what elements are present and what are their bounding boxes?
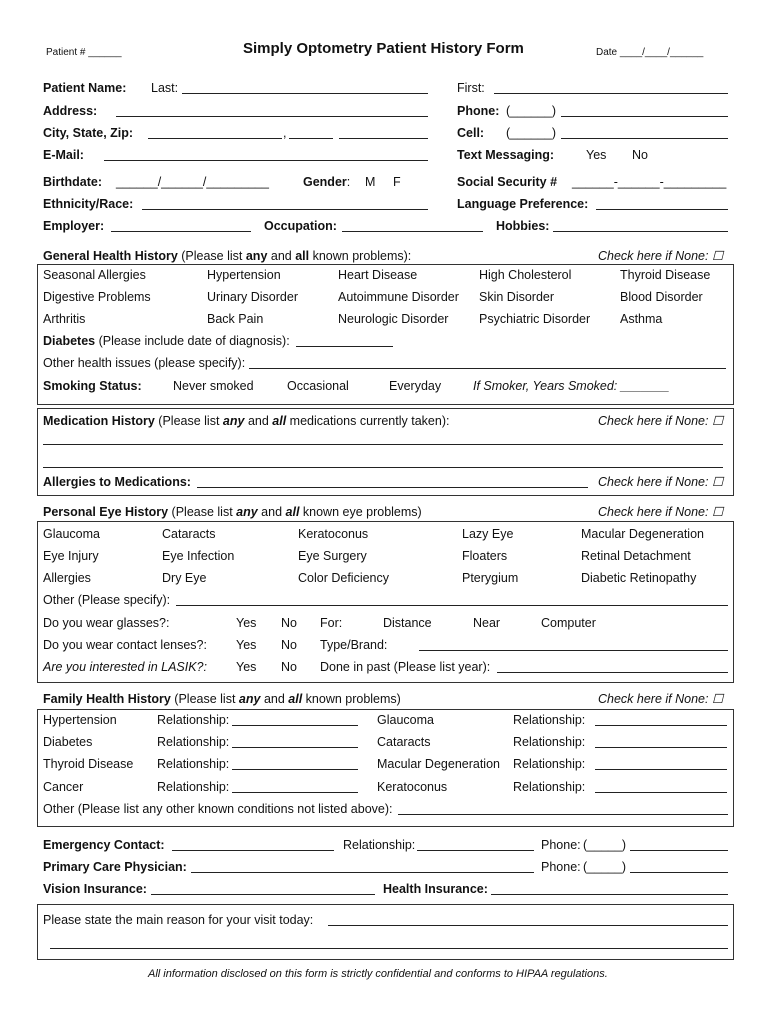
ssn-field[interactable]: ______-______-_________ [572, 175, 727, 189]
family-relationship-label: Relationship: [157, 713, 230, 727]
employer-field[interactable] [111, 231, 251, 232]
email-field[interactable] [104, 160, 428, 161]
pcp-phone-field[interactable] [630, 872, 728, 873]
family-relationship-label: Relationship: [157, 757, 230, 771]
vision-insurance-field[interactable] [151, 894, 375, 895]
state-field[interactable] [289, 138, 333, 139]
contacts-type-field[interactable] [419, 650, 728, 651]
vision-insurance-label: Vision Insurance: [43, 882, 147, 896]
eye-condition-checkbox[interactable]: Retinal Detachment [581, 549, 691, 563]
lasik-yes[interactable]: Yes [236, 660, 257, 674]
glasses-for-label: For: [320, 616, 343, 630]
last-name-field[interactable] [182, 93, 428, 94]
emergency-phone-label: Phone: [541, 838, 581, 852]
condition-checkbox[interactable]: Skin Disorder [479, 290, 555, 304]
family-relationship-label: Relationship: [157, 780, 230, 794]
city-field[interactable] [148, 138, 282, 139]
condition-checkbox[interactable]: Hypertension [207, 268, 281, 282]
medication-line-2[interactable] [43, 467, 723, 468]
eye-condition-checkbox[interactable]: Macular Degeneration [581, 527, 704, 541]
birthdate-field[interactable]: ______/______/_________ [116, 175, 269, 189]
last-name-label: Last: [151, 81, 179, 95]
glasses-distance[interactable]: Distance [383, 616, 432, 630]
pcp-phone-label: Phone: [541, 860, 581, 874]
condition-checkbox[interactable]: Autoimmune Disorder [338, 290, 459, 304]
eye-condition-checkbox[interactable]: Lazy Eye [462, 527, 514, 541]
family-condition-label: Keratoconus [377, 780, 448, 794]
condition-checkbox[interactable]: Asthma [620, 312, 663, 326]
language-label: Language Preference: [457, 197, 589, 211]
city-comma: , [283, 126, 287, 140]
email-label: E-Mail: [43, 148, 84, 162]
family-relationship-label: Relationship: [157, 735, 230, 749]
contacts-question: Do you wear contact lenses?: [43, 638, 207, 652]
gender-colon: : [346, 175, 351, 189]
glasses-question: Do you wear glasses?: [43, 616, 170, 630]
pcp-phone-area[interactable]: (_____) [583, 860, 627, 874]
eye-condition-checkbox[interactable]: Diabetic Retinopathy [581, 571, 697, 585]
family-history-heading: Family Health History (Please list any and all known problems) [43, 692, 401, 706]
family-condition-label: Cancer [43, 780, 84, 794]
form-title: Simply Optometry Patient History Form [243, 40, 524, 57]
family-relationship-label: Relationship: [513, 757, 586, 771]
reason-field-1[interactable] [328, 925, 728, 926]
gender-m[interactable]: M [365, 175, 376, 189]
family-relationship-label: Relationship: [513, 735, 586, 749]
family-other-field[interactable] [398, 814, 728, 815]
employer-label: Employer: [43, 219, 105, 233]
med-allergies-field[interactable] [197, 487, 588, 488]
family-condition-label: Diabetes [43, 735, 93, 749]
form-date[interactable]: Date ____/____/______ [596, 47, 704, 58]
eye-condition-checkbox[interactable]: Eye Surgery [298, 549, 367, 563]
smoking-occasional[interactable]: Occasional [287, 379, 349, 393]
occupation-field[interactable] [342, 231, 483, 232]
family-relationship-field[interactable] [595, 769, 727, 770]
general-health-heading: General Health History (Please list any and all known problems): [43, 249, 412, 263]
eye-condition-checkbox[interactable]: Allergies [43, 571, 91, 585]
eye-other-field[interactable] [176, 605, 728, 606]
birthdate-label: Birthdate: [43, 175, 103, 189]
family-condition-label: Glaucoma [377, 713, 434, 727]
patient-name-label: Patient Name: [43, 81, 127, 95]
emergency-contact-field[interactable] [172, 850, 334, 851]
pcp-label: Primary Care Physician: [43, 860, 187, 874]
zip-field[interactable] [339, 138, 428, 139]
reason-field-2[interactable] [50, 948, 728, 949]
condition-checkbox[interactable]: Heart Disease [338, 268, 418, 282]
address-field[interactable] [116, 116, 428, 117]
medication-line-1[interactable] [43, 444, 723, 445]
family-other-label: Other (Please list any other known conditions not listed above): [43, 802, 393, 816]
condition-checkbox[interactable]: Arthritis [43, 312, 86, 326]
contacts-type-label: Type/Brand: [320, 638, 388, 652]
ethnicity-label: Ethnicity/Race: [43, 197, 134, 211]
condition-checkbox[interactable]: Psychiatric Disorder [479, 312, 591, 326]
emergency-phone-area[interactable]: (_____) [583, 838, 627, 852]
family-relationship-field[interactable] [595, 747, 727, 748]
glasses-near[interactable]: Near [473, 616, 501, 630]
other-health-field[interactable] [249, 368, 726, 369]
med-allergies-none-checkbox[interactable]: Check here if None: ☐ [598, 475, 724, 489]
eye-condition-checkbox[interactable]: Color Deficiency [298, 571, 390, 585]
family-relationship-field[interactable] [595, 792, 727, 793]
med-allergies-label: Allergies to Medications: [43, 475, 191, 489]
lasik-question: Are you interested in LASIK?: [43, 660, 207, 674]
patient-number[interactable]: Patient # ______ [46, 47, 122, 58]
health-insurance-field[interactable] [491, 894, 728, 895]
hobbies-label: Hobbies: [496, 219, 550, 233]
family-relationship-field[interactable] [595, 725, 727, 726]
phone-area-code[interactable]: (______) [506, 104, 557, 118]
confidentiality-footer: All information disclosed on this form is strictly confidential and conforms to HIPAA regulations. [148, 968, 608, 980]
glasses-no[interactable]: No [281, 616, 297, 630]
smoker-years-field[interactable]: If Smoker, Years Smoked: _______ [473, 379, 670, 393]
condition-checkbox[interactable]: Urinary Disorder [207, 290, 298, 304]
eye-condition-checkbox[interactable]: Pterygium [462, 571, 519, 585]
family-relationship-field[interactable] [232, 769, 358, 770]
condition-checkbox[interactable]: High Cholesterol [479, 268, 572, 282]
gender-label: Gender [303, 175, 347, 189]
family-history-none-checkbox[interactable]: Check here if None: ☐ [598, 692, 724, 706]
text-messaging-yes[interactable]: Yes [586, 148, 607, 162]
pcp-field[interactable] [191, 872, 534, 873]
smoking-status-label: Smoking Status: [43, 379, 142, 393]
phone-field[interactable] [561, 116, 728, 117]
family-condition-label: Hypertension [43, 713, 117, 727]
smoking-everyday[interactable]: Everyday [389, 379, 442, 393]
family-condition-label: Thyroid Disease [43, 757, 134, 771]
family-relationship-field[interactable] [232, 725, 358, 726]
general-health-none-checkbox[interactable]: Check here if None: ☐ [598, 249, 724, 263]
emergency-relationship-field[interactable] [417, 850, 534, 851]
glasses-yes[interactable]: Yes [236, 616, 257, 630]
emergency-contact-label: Emergency Contact: [43, 838, 165, 852]
medication-heading: Medication History (Please list any and all medications currently taken): [43, 414, 450, 428]
condition-checkbox[interactable]: Digestive Problems [43, 290, 151, 304]
lasik-past-label: Done in past (Please list year): [320, 660, 491, 674]
first-name-field[interactable] [494, 93, 728, 94]
other-health-label: Other health issues (please specify): [43, 356, 246, 370]
eye-condition-checkbox[interactable]: Eye Injury [43, 549, 99, 563]
lasik-past-field[interactable] [497, 672, 728, 673]
medication-none-checkbox[interactable]: Check here if None: ☐ [598, 414, 724, 428]
contacts-yes[interactable]: Yes [236, 638, 257, 652]
family-condition-label: Macular Degeneration [377, 757, 500, 771]
diabetes-date-field[interactable] [296, 346, 393, 347]
first-name-label: First: [457, 81, 485, 95]
ssn-label: Social Security # [457, 175, 558, 189]
eye-condition-checkbox[interactable]: Dry Eye [162, 571, 207, 585]
gender-f[interactable]: F [393, 175, 401, 189]
family-condition-label: Cataracts [377, 735, 431, 749]
hobbies-field[interactable] [553, 231, 728, 232]
eye-condition-checkbox[interactable]: Cataracts [162, 527, 216, 541]
condition-checkbox[interactable]: Blood Disorder [620, 290, 703, 304]
text-messaging-label: Text Messaging: [457, 148, 555, 162]
condition-checkbox[interactable]: Back Pain [207, 312, 264, 326]
eye-condition-checkbox[interactable]: Eye Infection [162, 549, 235, 563]
text-messaging-no[interactable]: No [632, 148, 648, 162]
contacts-no[interactable]: No [281, 638, 297, 652]
eye-condition-checkbox[interactable]: Floaters [462, 549, 508, 563]
condition-checkbox[interactable]: Seasonal Allergies [43, 268, 146, 282]
language-field[interactable] [596, 209, 728, 210]
glasses-computer[interactable]: Computer [541, 616, 596, 630]
eye-history-none-checkbox[interactable]: Check here if None: ☐ [598, 505, 724, 519]
family-relationship-field[interactable] [232, 747, 358, 748]
family-relationship-field[interactable] [232, 792, 358, 793]
ethnicity-field[interactable] [142, 209, 428, 210]
emergency-phone-field[interactable] [630, 850, 728, 851]
emergency-relationship-label: Relationship: [343, 838, 416, 852]
family-relationship-label: Relationship: [513, 713, 586, 727]
cell-label: Cell: [457, 126, 485, 140]
diabetes-label: Diabetes (Please include date of diagnosis): [43, 334, 290, 348]
occupation-label: Occupation: [264, 219, 337, 233]
address-label: Address: [43, 104, 98, 118]
condition-checkbox[interactable]: Thyroid Disease [620, 268, 711, 282]
condition-checkbox[interactable]: Neurologic Disorder [338, 312, 449, 326]
city-state-zip-label: City, State, Zip: [43, 126, 134, 140]
lasik-no[interactable]: No [281, 660, 297, 674]
eye-other-label: Other (Please specify): [43, 593, 171, 607]
reason-label: Please state the main reason for your visit today: [43, 913, 314, 927]
eye-history-heading: Personal Eye History (Please list any and all known eye problems) [43, 505, 422, 519]
family-relationship-label: Relationship: [513, 780, 586, 794]
cell-field[interactable] [561, 138, 728, 139]
smoking-never[interactable]: Never smoked [173, 379, 254, 393]
phone-label: Phone: [457, 104, 500, 118]
health-insurance-label: Health Insurance: [383, 882, 488, 896]
cell-area-code[interactable]: (______) [506, 126, 557, 140]
eye-condition-checkbox[interactable]: Glaucoma [43, 527, 100, 541]
eye-condition-checkbox[interactable]: Keratoconus [298, 527, 369, 541]
